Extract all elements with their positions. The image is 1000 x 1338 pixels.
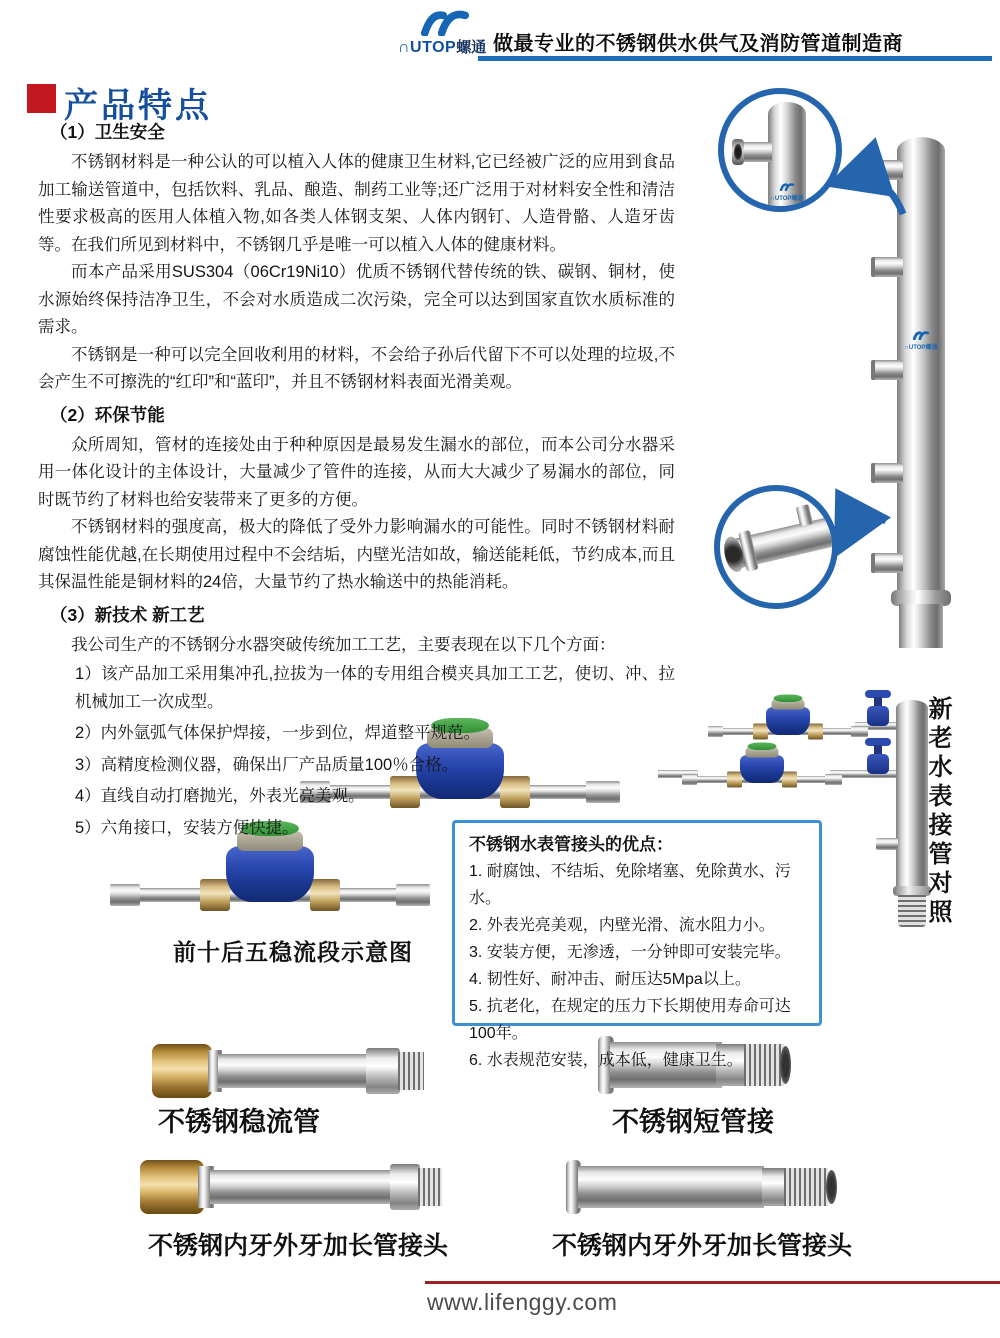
steady-flow-pipe-photo <box>152 1040 424 1102</box>
section-2-heading: （2）环保节能 <box>50 404 165 425</box>
brass-nut <box>140 1160 204 1214</box>
pipe-fitting <box>396 884 430 906</box>
advantage-item: 6. 水表规范安装，成本低，健康卫生。 <box>469 1052 743 1069</box>
section-1-paragraph: 不锈钢是一种可以完全回收利用的材料，不会给子孙后代留下不可以处理的垃圾,不会产生不可擦洗的“红印”和“蓝印”，并且不锈钢材料表面光滑美观。 <box>38 345 675 391</box>
section-3-intro: 我公司生产的不锈钢分水器突破传统加工工艺，主要表现在以下几个方面： <box>71 635 616 654</box>
meter-cap <box>748 743 777 751</box>
pipe-logo <box>897 327 945 351</box>
nutop-swoosh-icon <box>418 10 472 36</box>
advantages-title: 不锈钢水表管接头的优点： <box>469 835 673 854</box>
manifold-nozzle <box>871 553 903 573</box>
logo-cn-text: 螺通 <box>456 39 487 56</box>
feature-item: 2）内外氩弧气体保护焊接，一步到位，焊道整平规范。 <box>75 724 481 742</box>
pipe-logo <box>768 178 806 202</box>
feature-item: 3）高精度检测仪器，确保出厂产品质量100％合格。 <box>75 755 459 774</box>
advantage-item: 3. 安装方便，无渗透，一分钟即可安装完毕。 <box>469 944 791 961</box>
manifold-pipe-end <box>899 604 943 648</box>
footer-divider <box>425 1281 1000 1284</box>
extended-joint-right-caption: 不锈钢内牙外牙加长管接头 <box>552 1232 853 1260</box>
extended-joint-left-photo <box>140 1156 442 1218</box>
manifold-nozzle <box>871 257 903 277</box>
pipe-fitting <box>682 774 697 785</box>
manifold-nozzle <box>871 160 903 180</box>
valve <box>864 690 892 732</box>
meter-nut <box>727 772 742 788</box>
threaded-end <box>418 1168 442 1206</box>
meter-body <box>740 755 784 783</box>
compare-pipe-stub <box>876 838 898 850</box>
section-1-paragraph: 不锈钢材料是一种公认的可以植入人体的健康卫生材料,它已经被广泛的应用到食品加工输送管道中，包括饮料、乳品、酿造、制药工业等;还广泛用于对材料安全性和清洁性要求极高的医用人体植入物,如各类人体钢支架、人体内钢钉、人造骨骼、人造牙齿等。在我们所见到材料中，不锈钢几乎是唯一可以植入人体的健康材料。 <box>38 153 675 254</box>
page-title: 产品特点 <box>64 87 212 125</box>
meter-body <box>766 707 810 735</box>
pipe-open-end <box>826 1170 837 1204</box>
advantage-item: 2. 外表光亮美观，内壁光滑、流水阻力小。 <box>469 917 775 934</box>
logo-brand-text: ∩UTOP <box>398 39 457 56</box>
feature-item: 1）该产品加工采用集冲孔,拉拔为一体的专用组合模夹具加工工艺，使切、冲、拉机械加工一次成型。 <box>75 665 675 711</box>
threaded-end <box>784 1168 828 1206</box>
meter-nut <box>782 772 797 788</box>
body-text-column <box>38 114 675 846</box>
pipe-fitting <box>708 726 723 737</box>
pipe-fitting <box>825 774 842 785</box>
advantage-item: 1. 耐腐蚀、不结垢、免除堵塞、免除黄水、污水。 <box>469 863 791 907</box>
advantage-item: 5. 抗老化，在规定的压力下长期使用寿命可达100年。 <box>469 998 791 1042</box>
manifold-nozzle <box>871 360 903 380</box>
feature-item: 4）直线自动打磨抛光，外表光亮美观。 <box>75 787 365 805</box>
manifold-nozzle <box>871 463 903 483</box>
section-2-paragraph: 众所周知，管材的连接处由于种种原因是最易发生漏水的部位，而本公司分水器采用一体化设计的主体设计，大量减少了管件的连接，从而大大减少了易漏水的部位，同时既节约了材料也给安装带来了更多的方便。 <box>38 435 675 509</box>
meter-nut <box>200 879 230 911</box>
extended-joint-left-caption: 不锈钢内牙外牙加长管接头 <box>148 1232 449 1260</box>
compare-vertical-label: 新老水表接管对照 <box>924 696 951 928</box>
pipe-body <box>578 1166 764 1208</box>
pipe-body <box>210 1170 392 1204</box>
pipe-logo-text: ∩UTOP螺通 <box>904 345 938 351</box>
detail-callout-circle-top <box>718 88 842 212</box>
feature-list <box>75 661 675 842</box>
compare-meter-bottom <box>682 737 842 797</box>
hex-collar <box>366 1048 400 1094</box>
brass-nut <box>152 1044 212 1098</box>
logo-text <box>398 36 498 57</box>
title-red-square <box>27 84 56 113</box>
header-divider <box>478 56 992 61</box>
nutop-swoosh-icon <box>779 183 795 191</box>
meter-body <box>226 846 314 902</box>
valve-body <box>867 754 889 774</box>
pipe-detail <box>719 510 838 580</box>
section-2-paragraph: 不锈钢材料的强度高，极大的降低了受外力影响漏水的可能性。同时不锈钢材料耐腐蚀性能优越,在长期使用过程中不会结垢，内壁光洁如故，输送能耗低，节约成本,而且其保温性能是铜材料的24倍，大量节约了热水输送中的热能消耗。 <box>38 518 675 591</box>
nozzle-hole <box>734 144 742 160</box>
valve <box>864 738 892 780</box>
pipe-fitting <box>110 884 140 906</box>
nutop-logo <box>398 10 498 57</box>
advantages-box <box>452 820 822 1069</box>
feature-item: 5）六角接口，安装方便快捷。 <box>75 818 299 837</box>
advantage-item: 4. 韧性好、耐冲击、耐压达5Mpa以上。 <box>469 971 751 988</box>
threaded-end <box>398 1052 424 1090</box>
steady-flow-pipe-caption: 不锈钢稳流管 <box>158 1107 320 1137</box>
meter-nut <box>310 879 340 911</box>
section-3-heading: （3）新技术 新工艺 <box>50 604 205 625</box>
nutop-swoosh-icon <box>912 331 930 340</box>
valve-body <box>867 706 889 726</box>
hex-collar <box>390 1164 420 1210</box>
section-1-paragraph: 而本产品采用SUS304（06Cr19Ni10）优质不锈钢代替传统的铁、碳钢、铜材，使水源始终保持洁净卫生，不会对水质造成二次污染，完全可以达到国家直饮水质标准的需求。 <box>38 263 675 336</box>
short-pipe-caption: 不锈钢短管接 <box>612 1107 774 1137</box>
section-1-heading: （1）卫生安全 <box>50 122 165 142</box>
meter-cap <box>774 695 803 703</box>
manifold-illustration <box>690 85 1000 650</box>
footer-website: www.lifenggy.com <box>427 1289 618 1315</box>
detail-callout-circle-bottom <box>714 485 838 609</box>
pipe-logo-text: ∩UTOP螺通 <box>770 196 804 202</box>
hex-collar <box>762 1168 786 1206</box>
pipe-body <box>218 1054 370 1088</box>
header-tagline: 做最专业的不锈钢供水供气及消防管道制造商 <box>493 33 903 55</box>
manifold-pipe <box>897 137 945 592</box>
flow-diagram-caption: 前十后五稳流段示意图 <box>173 939 413 965</box>
extended-joint-right-photo <box>566 1160 844 1214</box>
